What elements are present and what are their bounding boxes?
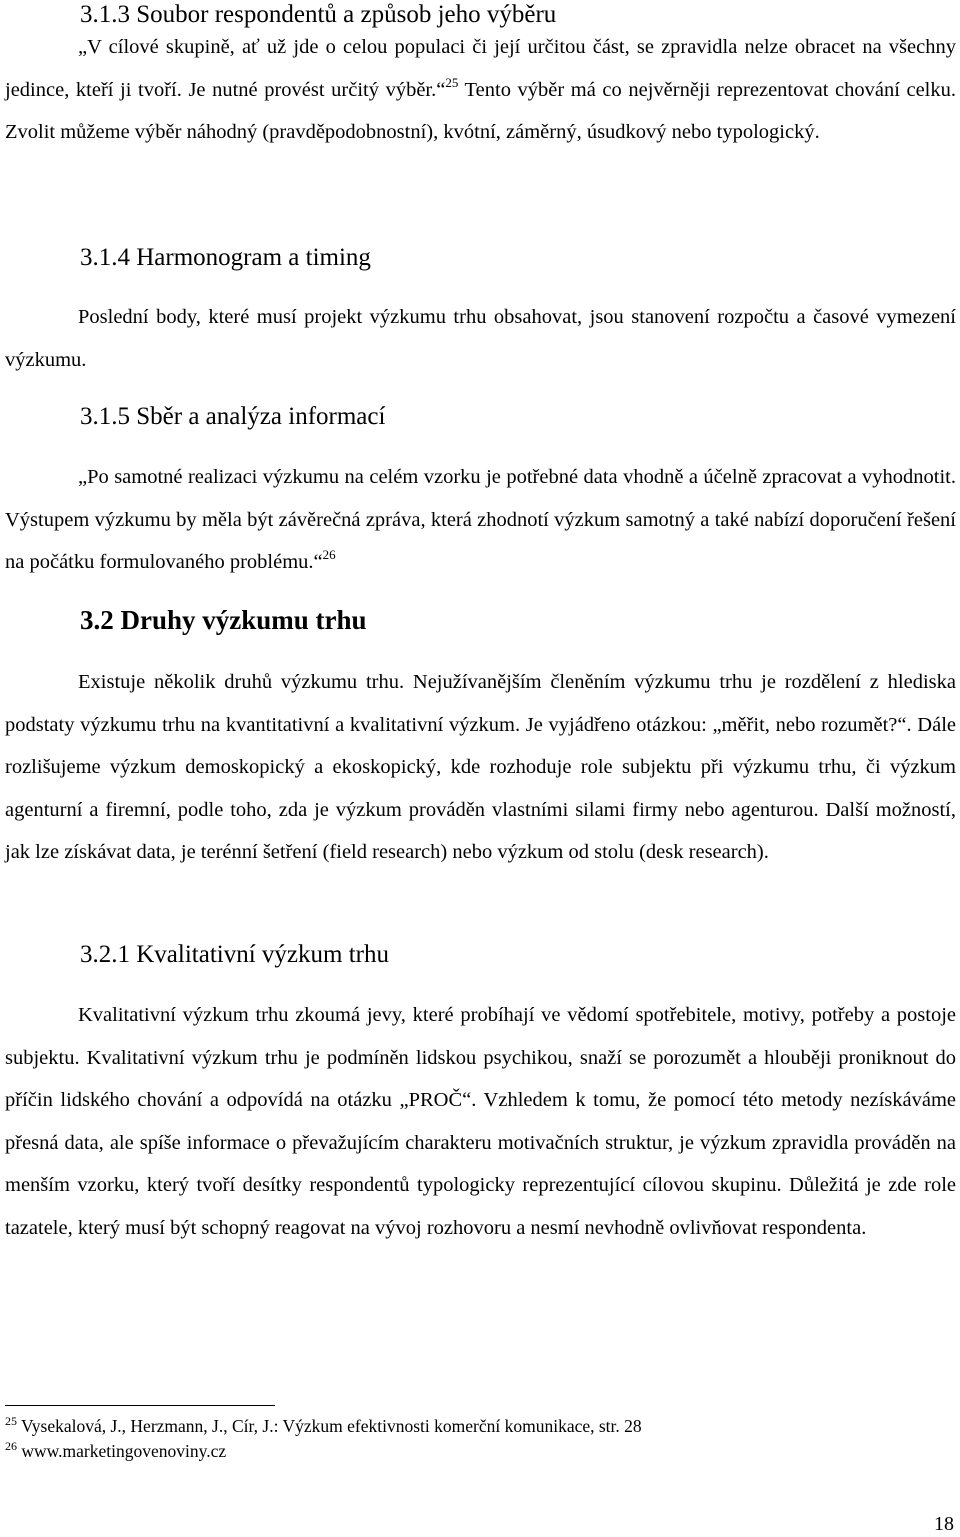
paragraph-text: „V cílové skupině, ať už jde o celou populaci či její určitou část, se zpravidla nelze obracet na všechny jedince, kteří ji tvoří. Je nutné provést určitý výběr.“ (5, 36, 956, 101)
footnote-ref-26: 26 (322, 547, 336, 563)
section-heading-3-2-1: 3.2.1 Kvalitativní výzkum trhu (80, 941, 389, 968)
section-heading-3-1-3: 3.1.3 Soubor respondentů a způsob jeho výběru (80, 1, 557, 28)
page-number: 18 (934, 1513, 954, 1535)
paragraph-text: Tento výběr má co nejvěrněji reprezentovat chování celku. Zvolit můžeme výběr náhodný (pravděpodobnostní), kvótní, záměrný, úsudkový nebo typologický. (5, 78, 957, 144)
paragraph-research-types: Existuje několik druhů výzkumu trhu. Nejužívanějším členěním výzkumu trhu je rozdělení z hlediska podstaty výzkumu trhu na kvantitativní a kvalitativní výzkum. Je vyjádřeno otázkou: „měřit, nebo rozumět?“. Dále rozlišujeme výzkum demoskopický a ekoskopický, kde rozhoduje role subjektu při výzkumu trhu, či výzkum agenturní a firemní, podle toho, zda je výzkum prováděn vlastními silami firmy nebo agenturou. Další možností, jak lze získávat data, je terénní šetření (field research) nebo výzkum od stolu (desk research). (5, 671, 956, 864)
paragraph-sample-selection (5, 26, 956, 154)
paragraph-text: „Po samotné realizaci výzkumu na celém vzorku je potřebné data vhodně a účelně zpracovat a vyhodnotit. Výstupem výzkumu by měla být závěrečná zpráva, která zhodnotí výzkum samotný a také nabízí doporučení řešení na počátku formulovaného problému.“ (5, 466, 956, 574)
section-heading-3-1-5: 3.1.5 Sběr a analýza informací (80, 403, 386, 430)
footnote-ref-25: 25 (445, 74, 459, 90)
footnote-26 (5, 1441, 226, 1461)
footnote-divider (5, 1405, 275, 1406)
paragraph-data-analysis (5, 456, 956, 584)
footnote-25 (5, 1416, 642, 1436)
footnote-text: Vysekalová, J., Herzmann, J., Cír, J.: Výzkum efektivnosti komerční komunikace, str. 28 (17, 1416, 642, 1436)
section-heading-3-2: 3.2 Druhy výzkumu trhu (80, 605, 367, 635)
paragraph-schedule: Poslední body, které musí projekt výzkumu trhu obsahovat, jsou stanovení rozpočtu a časové vymezení výzkumu. (5, 306, 956, 371)
footnote-text: www.marketingovenoviny.cz (17, 1441, 227, 1461)
footnote-number: 25 (5, 1414, 17, 1428)
section-heading-3-1-4: 3.1.4 Harmonogram a timing (80, 244, 371, 271)
paragraph-qualitative-research: Kvalitativní výzkum trhu zkoumá jevy, které probíhají ve vědomí spotřebitele, motivy, potřeby a postoje subjektu. Kvalitativní výzkum trhu je podmíněn lidskou psychikou, snaží se porozumět a hlouběji proniknout do příčin lidského chování a odpovídá na otázku „PROČ“. Vzhledem k tomu, že pomocí této metody nezískáváme přesná data, ale spíše informace o převažujícím charakteru motivačních struktur, je výzkum zpravidla prováděn na menším vzorku, který tvoří desítky respondentů typologicky reprezentující cílovou skupinu. Důležitá je zde role tazatele, který musí být schopný reagovat na vývoj rozhovoru a nesmí nevhodně ovlivňovat respondenta. (5, 1004, 956, 1239)
footnote-number: 26 (5, 1439, 17, 1453)
